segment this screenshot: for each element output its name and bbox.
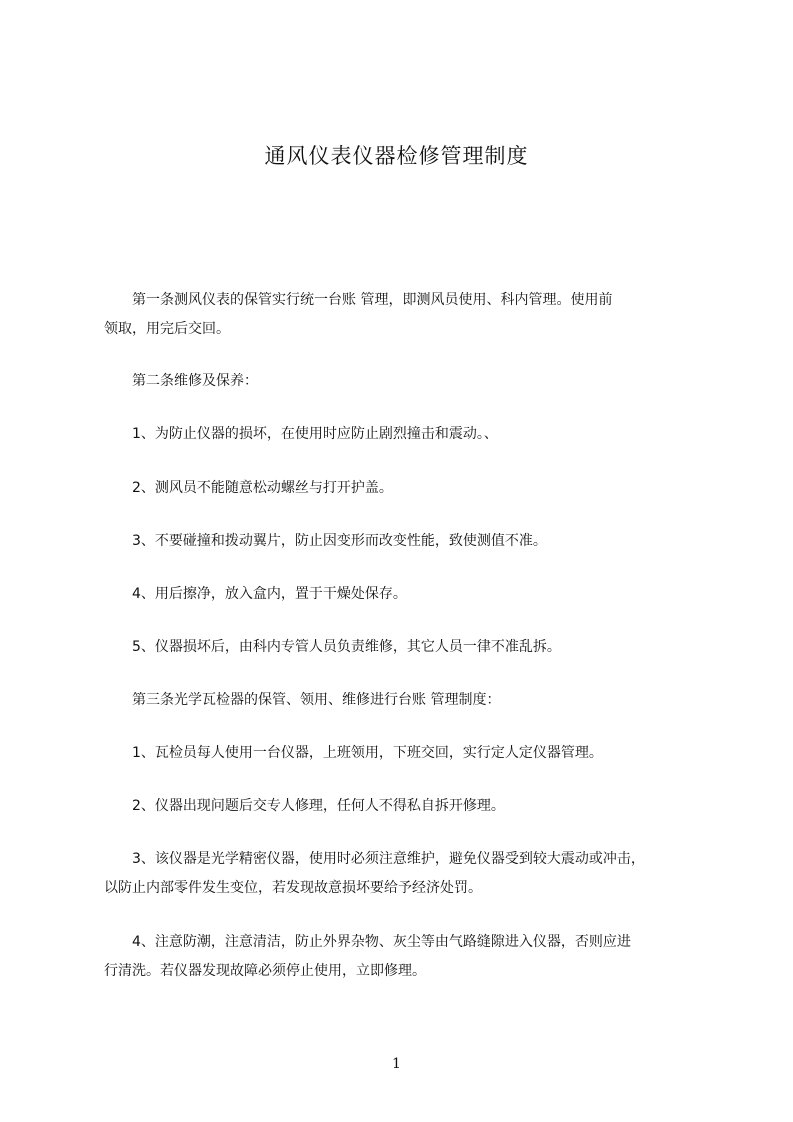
paragraph-item [104, 792, 704, 821]
paragraph-article-3 [104, 686, 704, 715]
paragraph-line: 1、为防止仪器的损坏，在使用时应防止剧烈撞击和震动。、 [104, 426, 498, 442]
paragraph-item [104, 928, 704, 986]
paragraph-item [104, 527, 704, 556]
paragraph-line: 第一条测风仪表的保管实行统一台账 管理，即测风员使用、科内管理。使用前 [104, 292, 613, 308]
paragraph-line: 2、测风员不能随意松动螺丝与打开护盖。 [104, 480, 393, 496]
paragraph-item [104, 633, 704, 662]
paragraph-line: 3、不要碰撞和拨动翼片，防止因变形而改变性能，致使测值不准。 [104, 533, 547, 549]
paragraph-line: 第二条维修及保养： [104, 373, 258, 389]
paragraph-line: 3、该仪器是光学精密仪器，使用时必须注意维护，避免仪器受到较大震动或冲击， [104, 851, 645, 867]
paragraph-line: 以防止内部零件发生变位，若发现故意损坏要给予经济处罚。 [104, 880, 482, 896]
paragraph-item [104, 474, 704, 503]
paragraph-line: 4、用后擦净，放入盒内，置于干燥处保存。 [104, 586, 407, 602]
paragraph-line: 1、瓦检员每人使用一台仪器，上班领用，下班交回，实行定人定仪器管理。 [104, 745, 603, 761]
paragraph-article-1 [104, 286, 704, 344]
paragraph-line: 行清洗。若仪器发现故障必须停止使用，立即修理。 [104, 963, 426, 979]
paragraph-item [104, 420, 704, 449]
paragraph-line: 第三条光学瓦检器的保管、领用、维修进行台账 管理制度： [104, 692, 501, 708]
paragraph-line: 5、仪器损坏后，由科内专管人员负责维修，其它人员一律不准乱拆。 [104, 639, 561, 655]
paragraph-line: 2、仪器出现问题后交专人修理，任何人不得私自拆开修理。 [104, 798, 505, 814]
paragraph-item [104, 739, 704, 768]
paragraph-item [104, 580, 704, 609]
document-title: 通风仪表仪器检修管理制度 [264, 144, 529, 168]
paragraph-line: 领取，用完后交回。 [104, 321, 230, 337]
page-number: 1 [392, 1056, 401, 1072]
paragraph-line: 4、注意防潮，注意清洁，防止外界杂物、灰尘等由气路缝隙进入仪器，否则应进 [104, 934, 631, 950]
paragraph-article-2 [104, 367, 704, 396]
paragraph-item [104, 845, 704, 903]
